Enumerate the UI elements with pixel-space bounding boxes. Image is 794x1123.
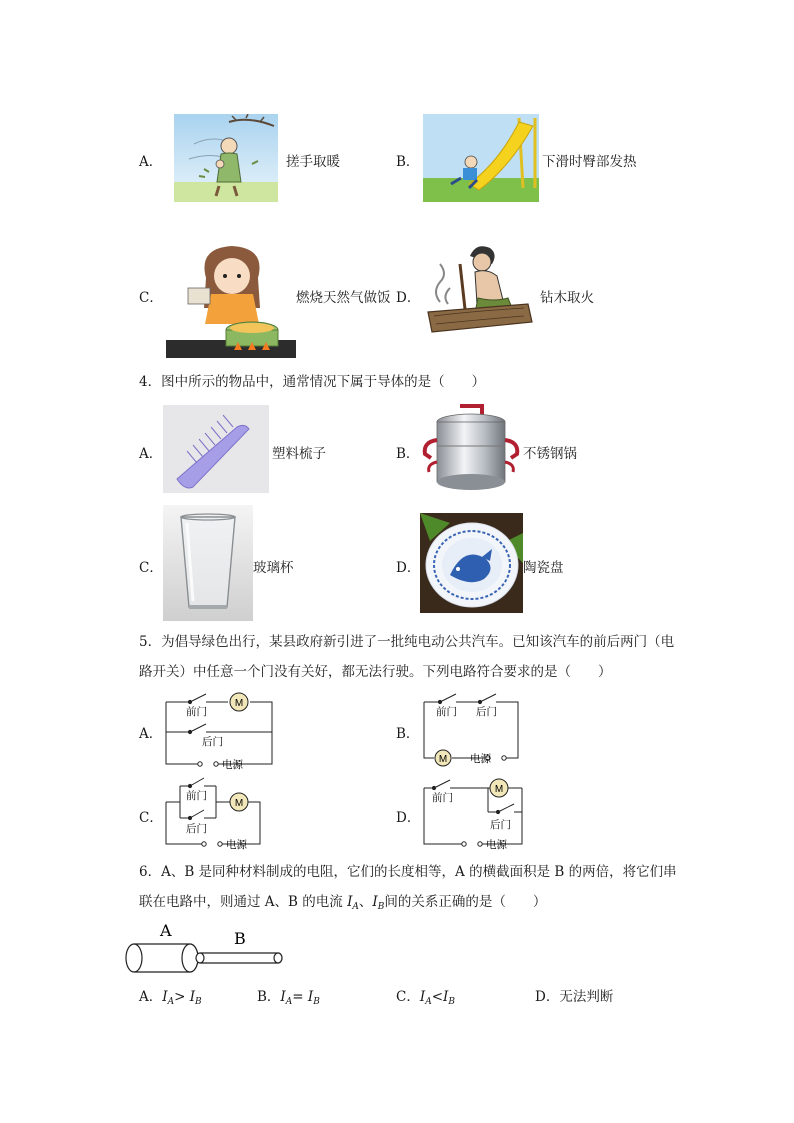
cooking-illustration-icon bbox=[166, 238, 296, 358]
glass-cup-icon bbox=[163, 505, 253, 621]
power-source-label: 电源 bbox=[226, 839, 247, 851]
q3-option-b-caption: 下滑时臀部发热 bbox=[542, 154, 637, 170]
q4-option-a-caption: 塑料梳子 bbox=[272, 446, 326, 462]
q4-option-a-letter: A． bbox=[139, 446, 163, 462]
rubbing-hands-illustration-icon bbox=[174, 114, 278, 202]
q5-option-c-letter: C． bbox=[139, 810, 163, 826]
motor-label: M bbox=[438, 754, 448, 765]
front-door-label: 前门 bbox=[432, 792, 453, 804]
q6-option-b: B．$I_A= I_B$ bbox=[257, 989, 320, 1007]
q6-option-a: A．$I_A> I_B$ bbox=[139, 989, 202, 1007]
q3-option-d-letter: D． bbox=[396, 290, 421, 306]
back-door-label: 后门 bbox=[476, 706, 497, 718]
q5-stem-line2: 路开关）中任意一个门没有关好，都无法行驶。下列电路符合要求的是（ ） bbox=[139, 664, 612, 680]
circuit-diagram-c bbox=[160, 774, 266, 856]
plastic-comb-icon bbox=[163, 405, 269, 493]
back-door-label: 后门 bbox=[202, 736, 223, 748]
front-door-label: 前门 bbox=[436, 706, 457, 718]
q4-stem: 4．图中所示的物品中，通常情况下属于导体的是（ ） bbox=[139, 374, 486, 390]
motor-label: M bbox=[234, 798, 244, 809]
q3-option-a-caption: 搓手取暖 bbox=[286, 154, 340, 170]
drilling-wood-fire-icon bbox=[420, 242, 538, 340]
q4-option-c-letter: C． bbox=[139, 560, 163, 576]
ceramic-plate-icon bbox=[420, 513, 523, 613]
resistor-a-label: A bbox=[160, 922, 172, 940]
q4-option-b-caption: 不锈钢锅 bbox=[523, 446, 577, 462]
q3-option-c-letter: C． bbox=[139, 290, 163, 306]
resistor-b-label: B bbox=[234, 929, 246, 948]
power-source-label: 电源 bbox=[486, 839, 507, 851]
back-door-label: 后门 bbox=[186, 823, 207, 835]
q5-option-a-letter: A． bbox=[139, 726, 163, 742]
q6-stem-line1: 6．A、B 是同种材料制成的电阻，它们的长度相等，A 的横截面积是 B 的两倍，将它们串 bbox=[139, 864, 677, 880]
q6-option-d: D．无法判断 bbox=[535, 989, 614, 1005]
q3-option-b-letter: B． bbox=[396, 154, 420, 170]
motor-label: M bbox=[234, 698, 244, 709]
q6-option-c: C．$I_A<I_B$ bbox=[396, 989, 455, 1007]
slide-illustration-icon bbox=[423, 114, 539, 202]
circuit-diagram-d bbox=[418, 774, 528, 856]
front-door-label: 前门 bbox=[186, 790, 207, 802]
q3-option-d-caption: 钻木取火 bbox=[540, 290, 594, 306]
q4-option-b-letter: B． bbox=[396, 446, 420, 462]
q5-stem-line1: 5．为倡导绿色出行，某县政府新引进了一批纯电动公共汽车。已知该汽车的前后两门（电 bbox=[139, 634, 675, 650]
steel-pot-icon bbox=[420, 400, 522, 496]
q4-option-d-letter: D． bbox=[396, 560, 421, 576]
q3-option-c-caption: 燃烧天然气做饭 bbox=[296, 290, 391, 306]
q3-option-a-letter: A． bbox=[139, 154, 163, 170]
q4-option-d-caption: 陶瓷盘 bbox=[523, 560, 564, 576]
q4-option-c-caption: 玻璃杯 bbox=[253, 560, 294, 576]
power-source-label: 电源 bbox=[222, 759, 243, 770]
q5-option-d-letter: D． bbox=[396, 810, 421, 826]
power-source-label: 电源 bbox=[470, 753, 491, 765]
circuit-diagram-a bbox=[160, 688, 276, 770]
q6-stem-line2: 联在电路中，则通过 A、B 的电流 $I_A$、$I_B$间的关系正确的是（ ） bbox=[139, 894, 547, 912]
q5-option-b-letter: B． bbox=[396, 726, 420, 742]
motor-label: M bbox=[494, 784, 504, 795]
circuit-diagram-b bbox=[418, 688, 524, 770]
back-door-label: 后门 bbox=[490, 819, 511, 831]
resistor-ab-figure bbox=[120, 922, 290, 978]
front-door-label: 前门 bbox=[186, 706, 207, 718]
